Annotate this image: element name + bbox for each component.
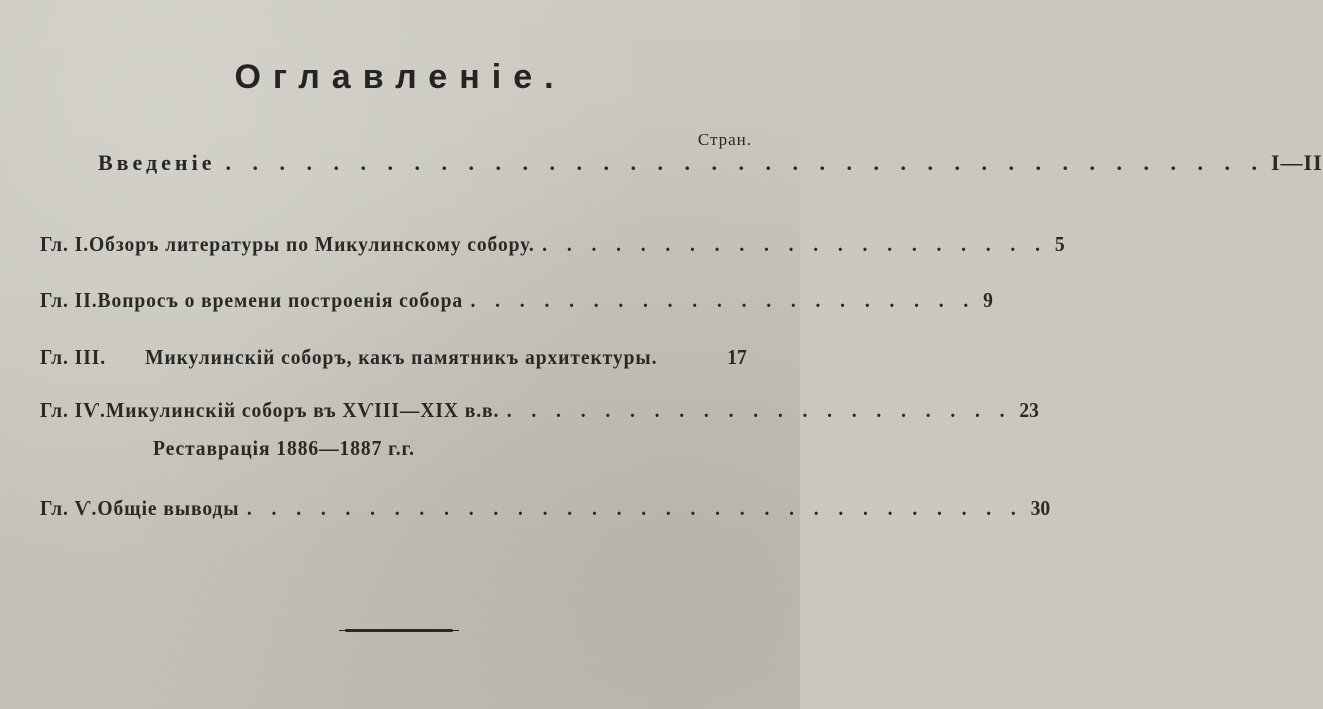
page-title: Оглавленiе. xyxy=(234,58,566,96)
toc-entry-chapter-4 xyxy=(40,398,1039,423)
chapter-title: Микулинскiй соборъ, какъ памятникъ архитектуры. xyxy=(145,345,658,369)
closing-rule xyxy=(345,629,453,632)
toc-entry-chapter-2 xyxy=(40,288,993,313)
toc-entry-introduction xyxy=(98,150,1323,186)
toc-entry-chapter-3 xyxy=(40,345,747,370)
dot-leader: . . . . . . . . . . . . . . . . . . . . . . . . . . . . . . . . xyxy=(246,496,1024,520)
toc-page-number: 5 xyxy=(1054,232,1065,256)
chapter-title: Обзоръ литературы по Микулинскому собору. xyxy=(89,232,535,256)
chapter-number: Гл. I. xyxy=(40,232,90,256)
toc-page-number: 23 xyxy=(1019,398,1039,422)
pages-column-header: Стран. xyxy=(697,130,752,149)
chapter-title: Вопросъ о времени построенiя собора xyxy=(97,288,464,312)
dot-leader: . . . . . . . . . . . . . . . . . . . . . xyxy=(470,288,976,312)
chapter-number: Гл. III. xyxy=(40,345,107,369)
dot-leader: . . . . . . . . . . . . . . . . . . . . . xyxy=(542,232,1048,256)
toc-entry-label: Введенiе xyxy=(98,150,216,175)
chapter-number: Гл. II. xyxy=(40,288,98,312)
dot-leader: . . . . . . . . . . . . . . . . . . . . . . . . . . . . . . . . . . . . . . . xyxy=(225,150,1265,175)
toc-page-number: 30 xyxy=(1030,496,1051,520)
chapter-title: Общiе выводы xyxy=(97,496,240,520)
chapter-title: Микулинскiй соборъ въ XѴIII—XIX в.в. xyxy=(105,398,500,422)
toc-entry-chapter-5 xyxy=(40,496,1051,521)
toc-entry-chapter-1 xyxy=(40,232,1065,257)
chapter-number: Гл. IѴ. xyxy=(40,398,106,422)
chapter-subtitle: Реставрацiя 1886—1887 г.г. xyxy=(153,436,415,460)
toc-page-number: 9 xyxy=(983,288,993,312)
toc-page-number: I—II xyxy=(1270,150,1323,175)
chapter-number: Гл. Ѵ. xyxy=(40,496,98,520)
toc-page-number: 17 xyxy=(727,345,747,369)
dot-leader: . . . . . . . . . . . . . . . . . . . . . xyxy=(506,398,1012,422)
